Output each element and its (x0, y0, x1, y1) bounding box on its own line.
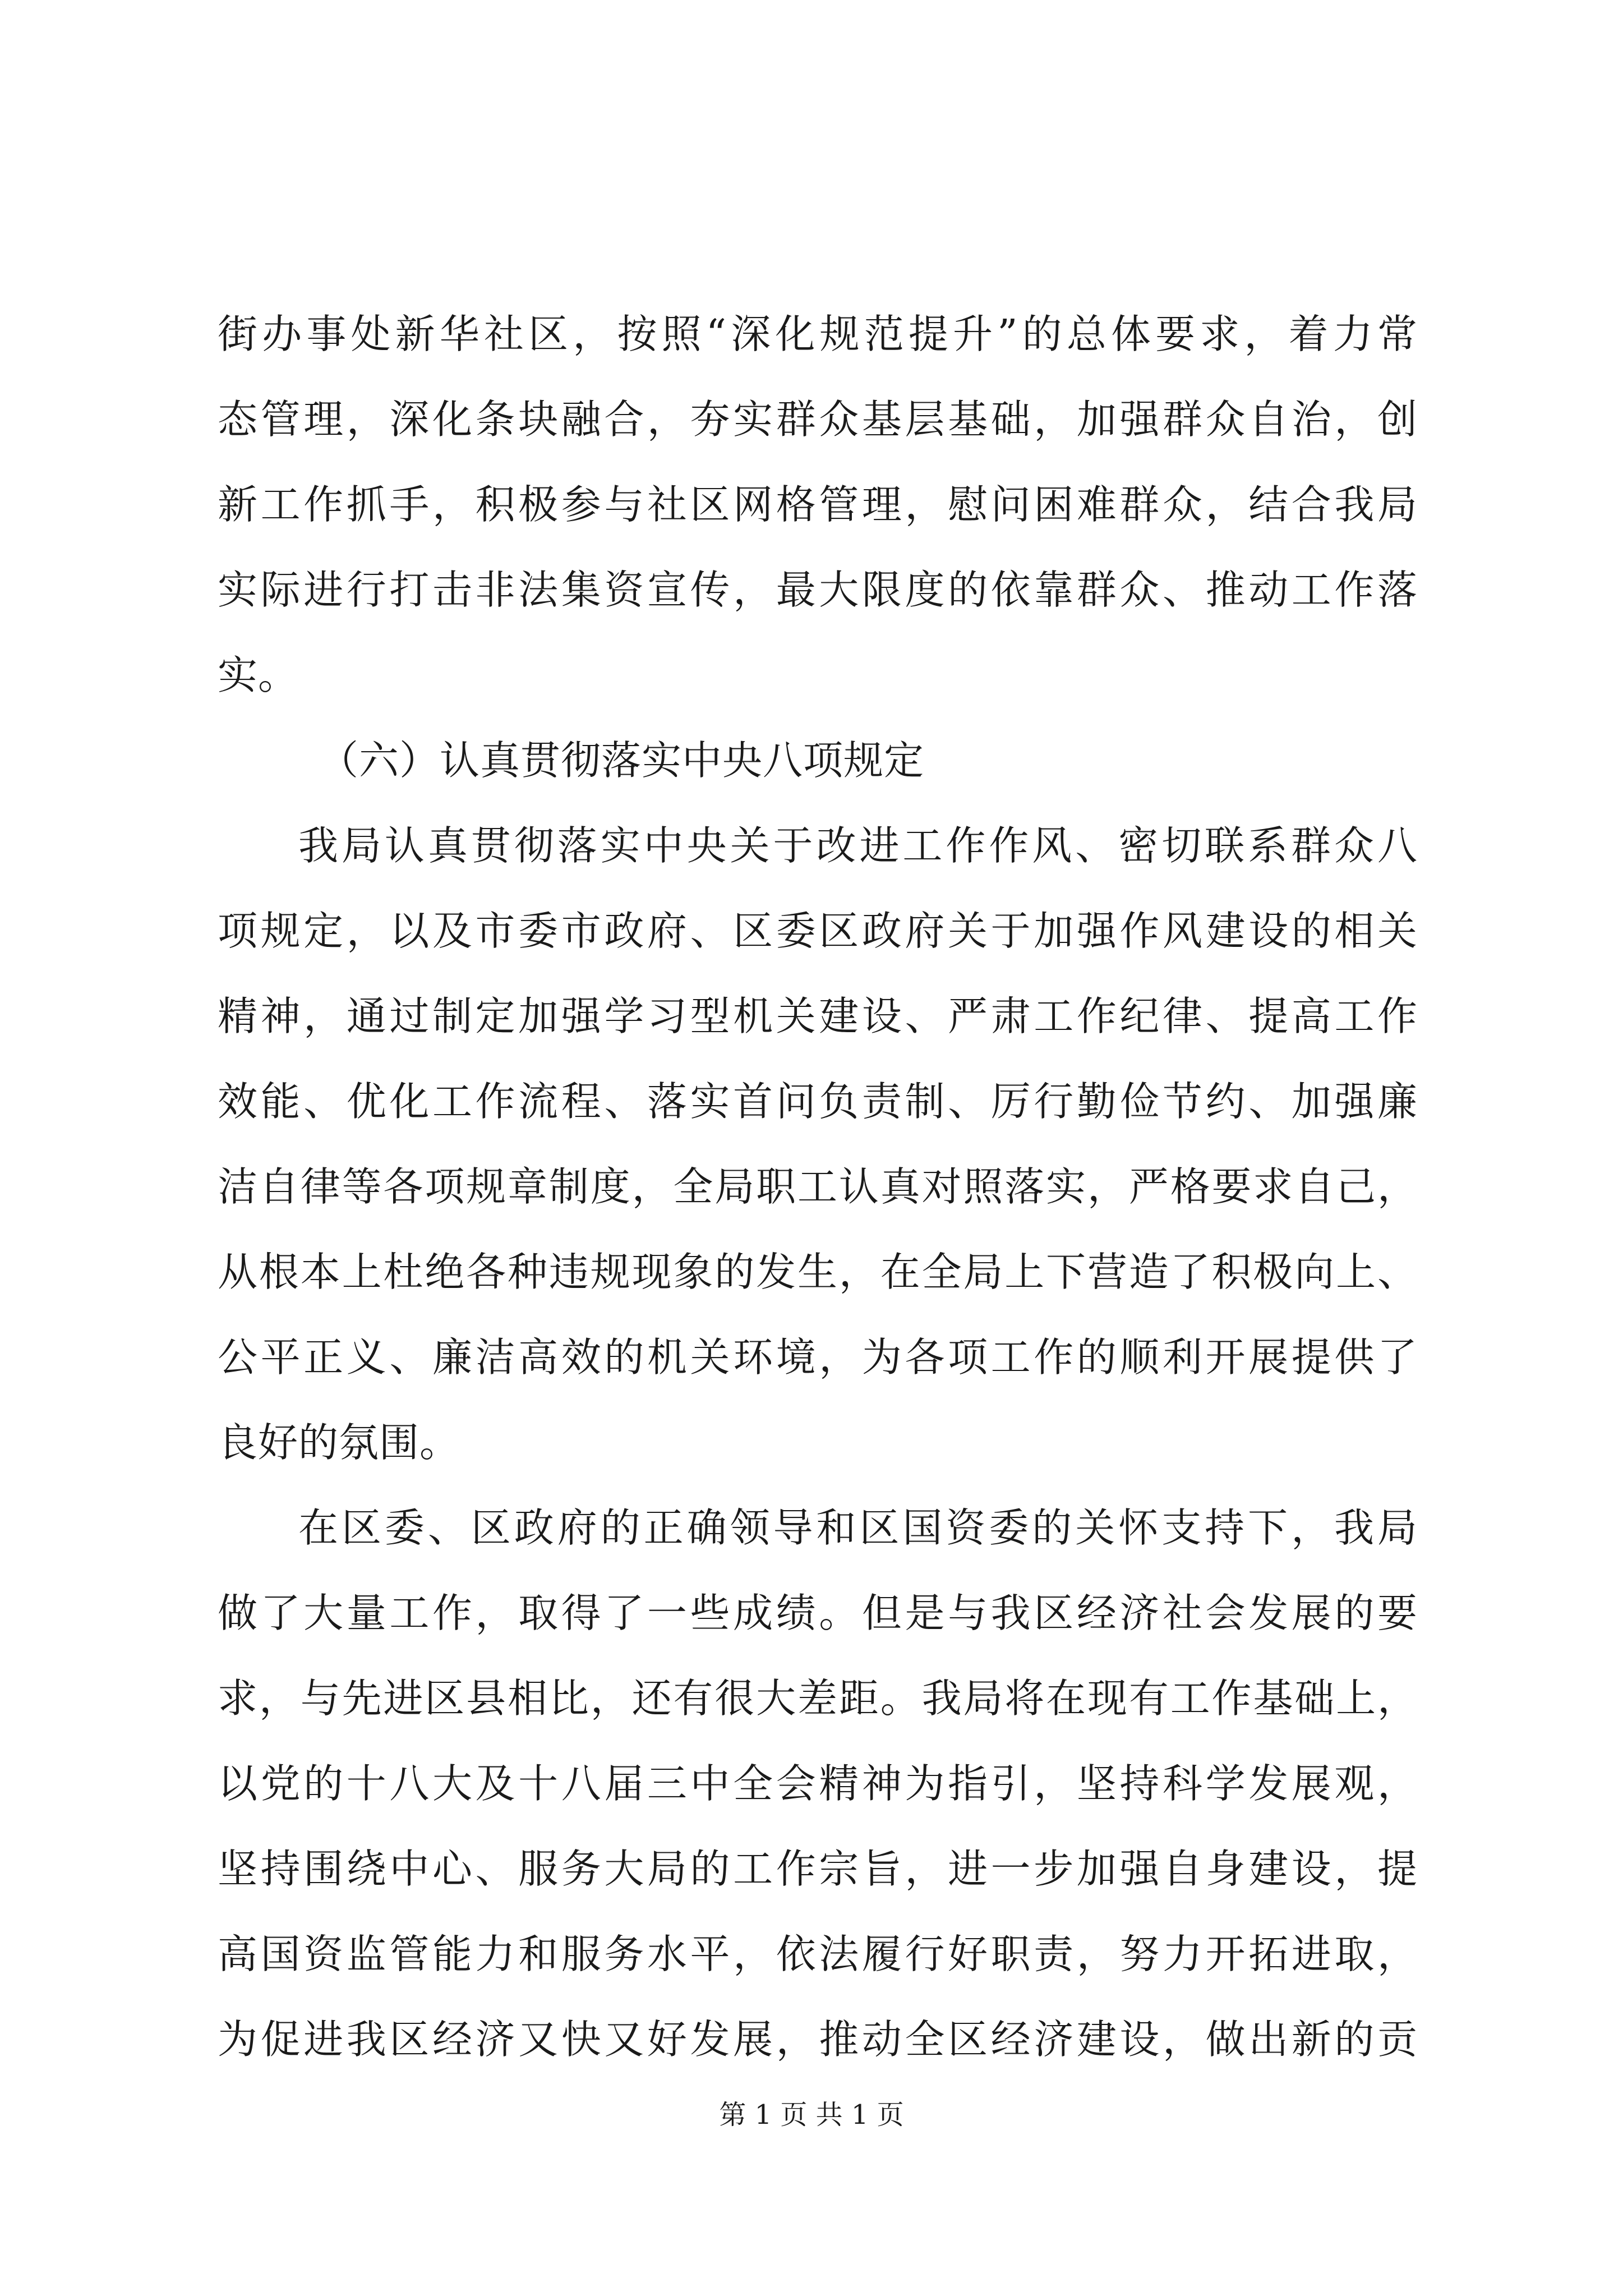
paragraph-2-line: 从根本上杜绝各种违规现象的发生，在全局上下营造了积极向上、 (218, 1249, 1418, 1295)
paragraph-2-line: 公平正义、廉洁高效的机关环境，为各项工作的顺利开展提供了 (218, 1334, 1418, 1381)
paragraph-1-line: 态管理，深化条块融合，夯实群众基层基础，加强群众自治，创 (218, 396, 1418, 443)
paragraph-1-line: 实。 (218, 652, 299, 698)
paragraph-3-line: 以党的十八大及十八届三中全会精神为指引，坚持科学发展观， (218, 1760, 1418, 1807)
paragraph-2-line: 项规定，以及市委市政府、区委区政府关于加强作风建设的相关 (218, 908, 1418, 954)
paragraph-3-line: 在区委、区政府的正确领导和区国资委的关怀支持下，我局 (298, 1504, 1418, 1551)
paragraph-3-line: 坚持围绕中心、服务大局的工作宗旨，进一步加强自身建设，提 (218, 1846, 1418, 1892)
paragraph-1-line: 街办事处新华社区，按照“深化规范提升”的总体要求，着力常 (218, 311, 1418, 357)
paragraph-2-line: 效能、优化工作流程、落实首问负责制、厉行勤俭节约、加强廉 (218, 1078, 1418, 1125)
paragraph-3-line: 高国资监管能力和服务水平，依法履行好职责，努力开拓进取， (218, 1931, 1418, 1977)
section-heading: （六）认真贯彻落实中央八项规定 (319, 737, 925, 784)
paragraph-3-line: 为促进我区经济又快又好发展，推动全区经济建设，做出新的贡 (218, 2016, 1418, 2063)
paragraph-1-line: 新工作抓手，积极参与社区网格管理，慰问困难群众，结合我局 (218, 481, 1418, 528)
paragraph-2-line: 精神，通过制定加强学习型机关建设、严肃工作纪律、提高工作 (218, 993, 1418, 1039)
paragraph-2-line: 我局认真贯彻落实中央关于改进工作作风、密切联系群众八 (298, 822, 1418, 869)
paragraph-2-line: 洁自律等各项规章制度，全局职工认真对照落实，严格要求自己， (218, 1163, 1418, 1210)
paragraph-3-line: 做了大量工作，取得了一些成绩。但是与我区经济社会发展的要 (218, 1590, 1418, 1636)
page-footer: 第 1 页 共 1 页 (719, 2099, 904, 2131)
document-body (218, 292, 1418, 2082)
paragraph-1-line: 实际进行打击非法集资宣传，最大限度的依靠群众、推动工作落 (218, 567, 1418, 613)
paragraph-2-line: 良好的氛围。 (218, 1419, 460, 1466)
paragraph-3-line: 求，与先进区县相比，还有很大差距。我局将在现有工作基础上， (218, 1675, 1418, 1722)
